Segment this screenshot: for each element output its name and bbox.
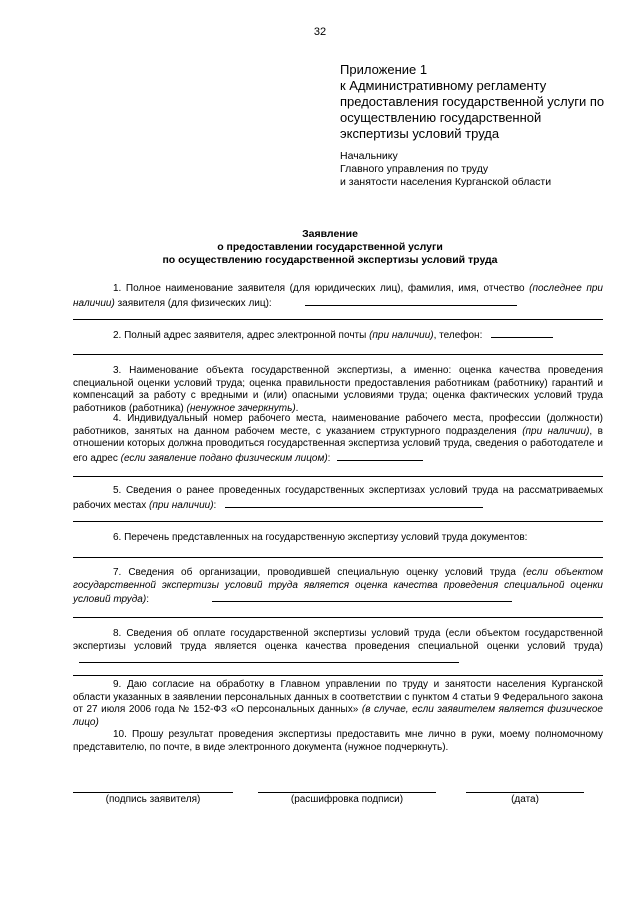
title-line: о предоставлении государственной услуги: [217, 241, 443, 253]
signature-line[interactable]: [73, 792, 233, 793]
item-6: 6. Перечень представленных на государственную экспертизу условий труда документов:: [113, 532, 528, 543]
signature-decode-label: (расшифровка подписи): [290, 794, 404, 805]
blank-line[interactable]: [73, 319, 603, 320]
blank-line[interactable]: [73, 476, 603, 477]
title-line: по осуществлению государственной экспертизы условий труда: [162, 254, 498, 266]
employer-field[interactable]: [337, 451, 423, 461]
previous-expertise-field[interactable]: [225, 498, 483, 508]
item-1: 1. Полное наименование заявителя (для юридических лиц), фамилия, имя, отчество (последнее при наличии) заявителя (для физических лиц):: [73, 283, 603, 309]
blank-line[interactable]: [73, 354, 603, 355]
item-2: 2. Полный адрес заявителя, адрес электронной почты (при наличии), телефон:: [73, 328, 603, 343]
appendix-header: [340, 62, 610, 142]
item-5: 5. Сведения о ранее проведенных государственных экспертизах условий труда на рассматриваемых рабочих местах (при наличии):: [73, 485, 603, 511]
appendix-line: Приложение 1: [340, 62, 428, 77]
date-line[interactable]: [466, 792, 584, 793]
payment-field[interactable]: [79, 653, 459, 663]
document-title: [60, 228, 600, 267]
appendix-line: к Административному регламенту: [340, 78, 547, 93]
item-9: 9. Даю согласие на обработку в Главном управлении по труду и занятости населения Курганской области указанных в заявлении персональных данных в соответствии с пунктом 4 статьи 9 Федерального закона от 27 июля 2006 года № 152-ФЗ «О персональных данных» (в случае, если заявителем является физическое лицо): [73, 679, 603, 728]
addressee-block: [340, 150, 610, 189]
phone-field[interactable]: [491, 328, 553, 338]
appendix-line: осуществлению государственной: [340, 110, 542, 125]
addressee-line: и занятости населения Курганской области: [340, 176, 552, 188]
item-4: 4. Индивидуальный номер рабочего места, наименование рабочего места, профессии (должности) работников, занятых на данном рабочем месте, с указанием структурного подразделения (при наличии), в отношении которых должна проводиться государственная экспертиза условий труда, сведения о работодателе и его адрес (если заявление подано физическим лицом):: [73, 413, 603, 464]
item-3: 3. Наименование объекта государственной экспертизы, а именно: оценка качества проведения специальной оценки условий труда; оценка правильности предоставления работникам (работнику) гарантий и компенсаций за работу с вредными и (или) опасными условиями труда; оценка фактических условий труда работников (работника) (ненужное зачеркнуть).: [73, 365, 603, 414]
date-label: (дата): [511, 794, 539, 805]
blank-line[interactable]: [73, 617, 603, 618]
blank-line[interactable]: [73, 557, 603, 558]
addressee-line: Главного управления по труду: [340, 163, 489, 175]
blank-line[interactable]: [73, 675, 603, 676]
page-number: 32: [313, 26, 327, 38]
title-line: Заявление: [302, 228, 358, 240]
appendix-line: предоставления государственной услуги по: [340, 94, 605, 109]
item-7: 7. Сведения об организации, проводившей специальную оценку условий труда (если объектом государственной экспертизы условий труда является оценка качества проведения специальной оценки условий труда):: [73, 567, 603, 606]
appendix-line: экспертизы условий труда: [340, 126, 500, 141]
signature-label: (подпись заявителя): [105, 794, 201, 805]
blank-line[interactable]: [73, 521, 603, 522]
applicant-name-field[interactable]: [305, 296, 517, 306]
addressee-line: Начальнику: [340, 150, 398, 162]
item-8: 8. Сведения об оплате государственной экспертизы условий труда (если объектом государственной экспертизы условий труда является оценка качества проведения специальной оценки условий труда): [73, 628, 603, 668]
signature-decode-line[interactable]: [258, 792, 436, 793]
item-10: 10. Прошу результат проведения экспертизы предоставить мне лично в руки, моему полномочному представителю, по почте, в виде электронного документа (нужное подчеркнуть).: [73, 729, 603, 753]
organization-field[interactable]: [212, 592, 512, 602]
